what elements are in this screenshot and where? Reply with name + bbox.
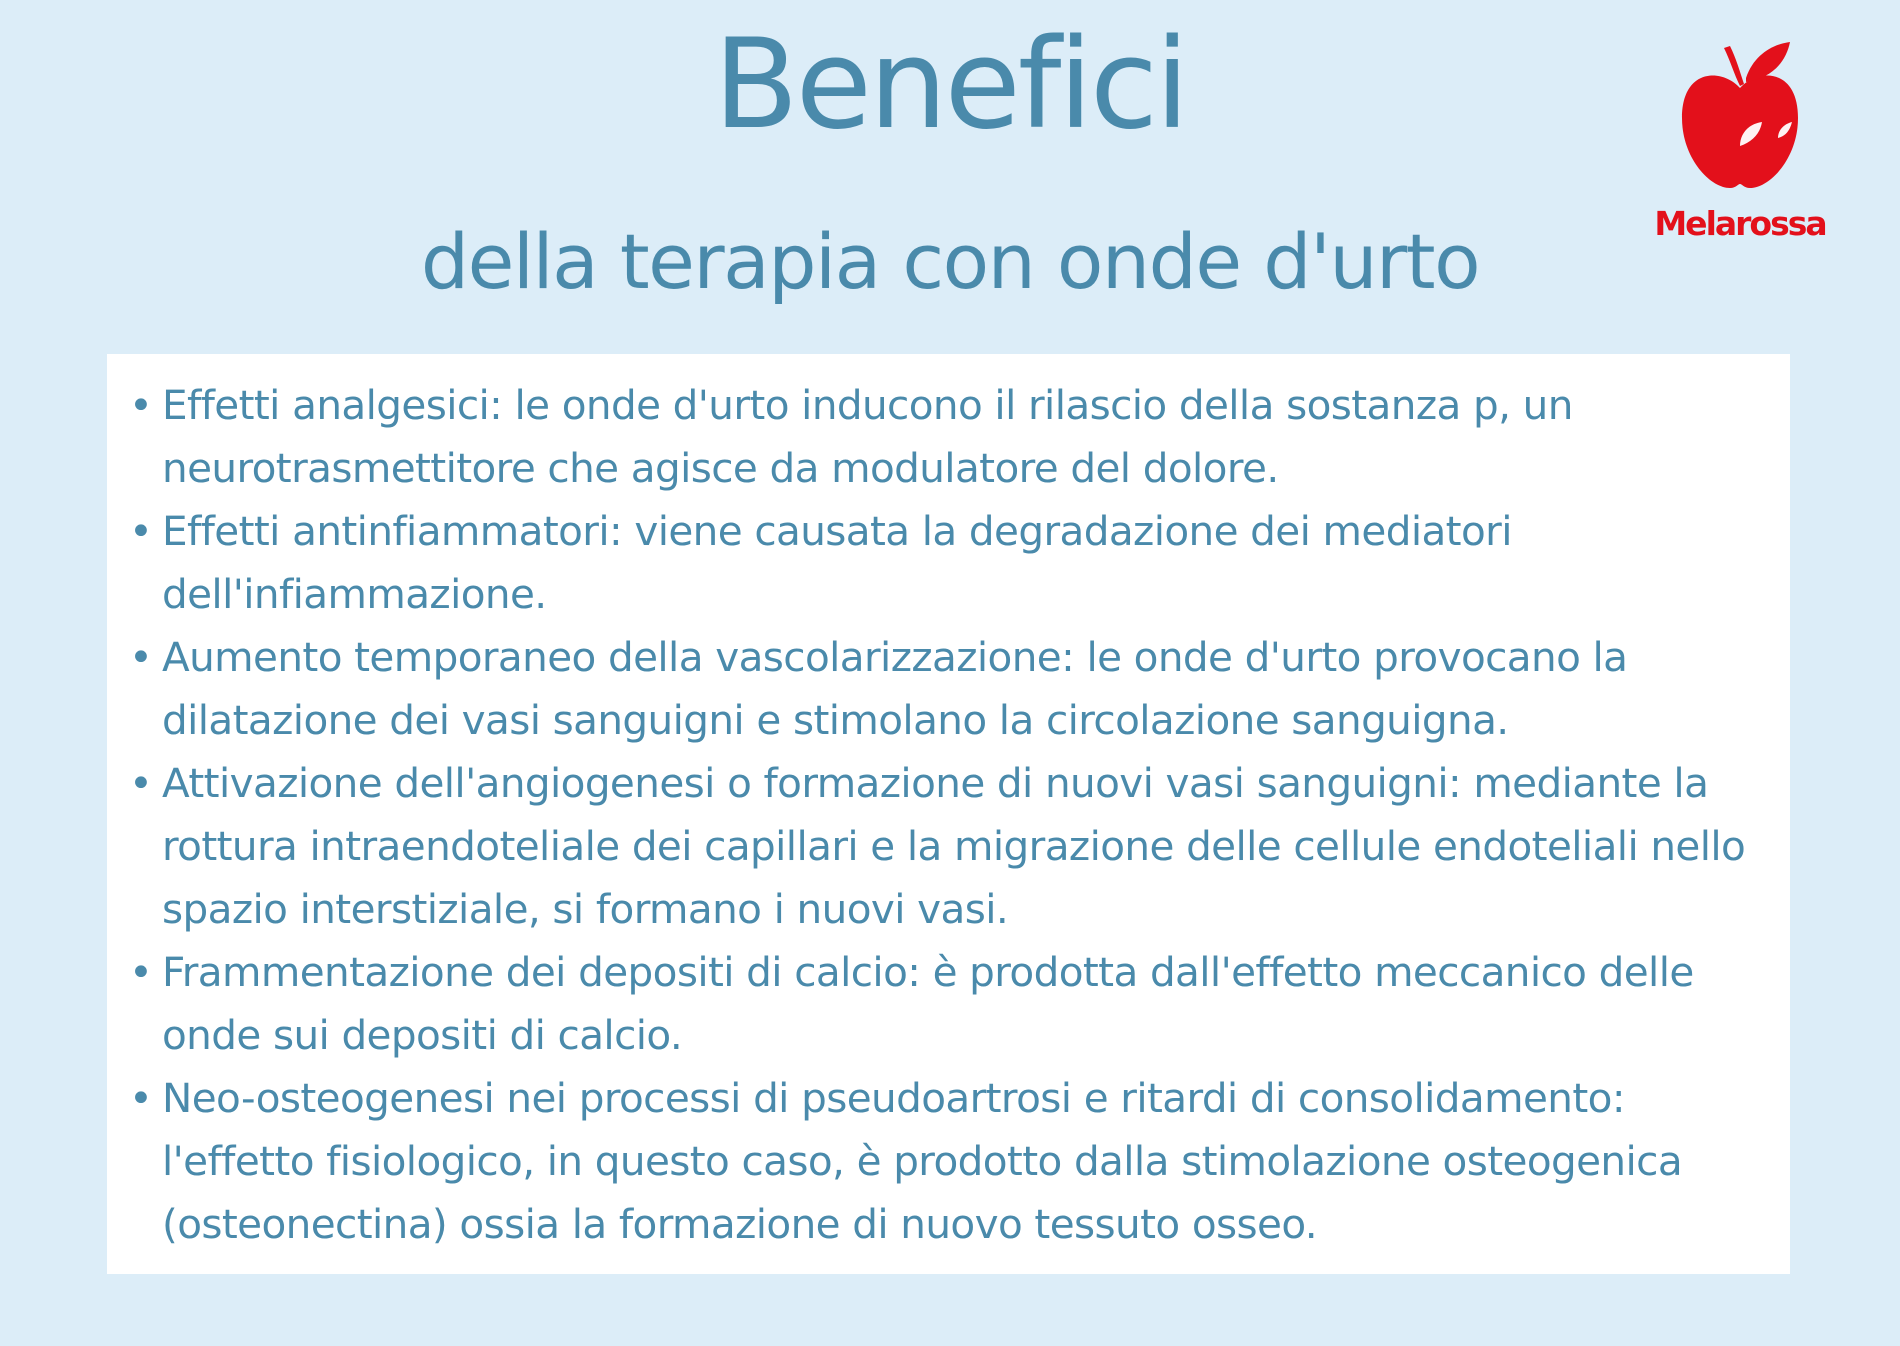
list-item-text: Frammentazione dei depositi di calcio: è prodotta dall'effetto meccanico delle onde sui depositi di calcio.: [162, 948, 1694, 1059]
bullet-icon: •: [129, 507, 153, 555]
list-item: [129, 500, 1779, 626]
bullet-icon: •: [129, 759, 153, 807]
brand-logo: [1640, 38, 1840, 253]
benefits-panel: [107, 354, 1790, 1274]
bullet-icon: •: [129, 948, 153, 996]
apple-icon: [1678, 38, 1802, 198]
list-item: [129, 941, 1779, 1067]
list-item-text: Effetti antinfiammatori: viene causata la degradazione dei mediatori dell'infiammazione.: [162, 507, 1512, 618]
list-item-text: Effetti analgesici: le onde d'urto inducono il rilascio della sostanza p, un neurotrasmettitore che agisce da modulatore del dolore.: [162, 381, 1573, 492]
list-item: [129, 1067, 1779, 1256]
page-subtitle: della terapia con onde d'urto: [420, 217, 1480, 306]
bullet-icon: •: [129, 381, 153, 429]
list-item-text: Aumento temporaneo della vascolarizzazione: le onde d'urto provocano la dilatazione dei vasi sanguigni e stimolano la circolazione sanguigna.: [162, 633, 1628, 744]
bullet-icon: •: [129, 1074, 153, 1122]
list-item: [129, 626, 1779, 752]
list-item-text: Neo-osteogenesi nei processi di pseudoartrosi e ritardi di consolidamento: l'effetto fisiologico, in questo caso, è prodotto dalla stimolazione osteogenica (osteonectina) ossia la formazione di nuovo tessuto osseo.: [162, 1074, 1683, 1248]
brand-name: Melarossa: [1654, 204, 1826, 243]
list-item: [129, 374, 1779, 500]
list-item: [129, 752, 1779, 941]
bullet-icon: •: [129, 633, 153, 681]
list-item-text: Attivazione dell'angiogenesi o formazione di nuovi vasi sanguigni: mediante la rottura intraendoteliale dei capillari e la migrazione delle cellule endoteliali nello spazio interstiziale, si formano i nuovi vasi.: [162, 759, 1746, 933]
page-title: Benefici: [713, 13, 1187, 157]
benefits-list: [129, 374, 1779, 1256]
